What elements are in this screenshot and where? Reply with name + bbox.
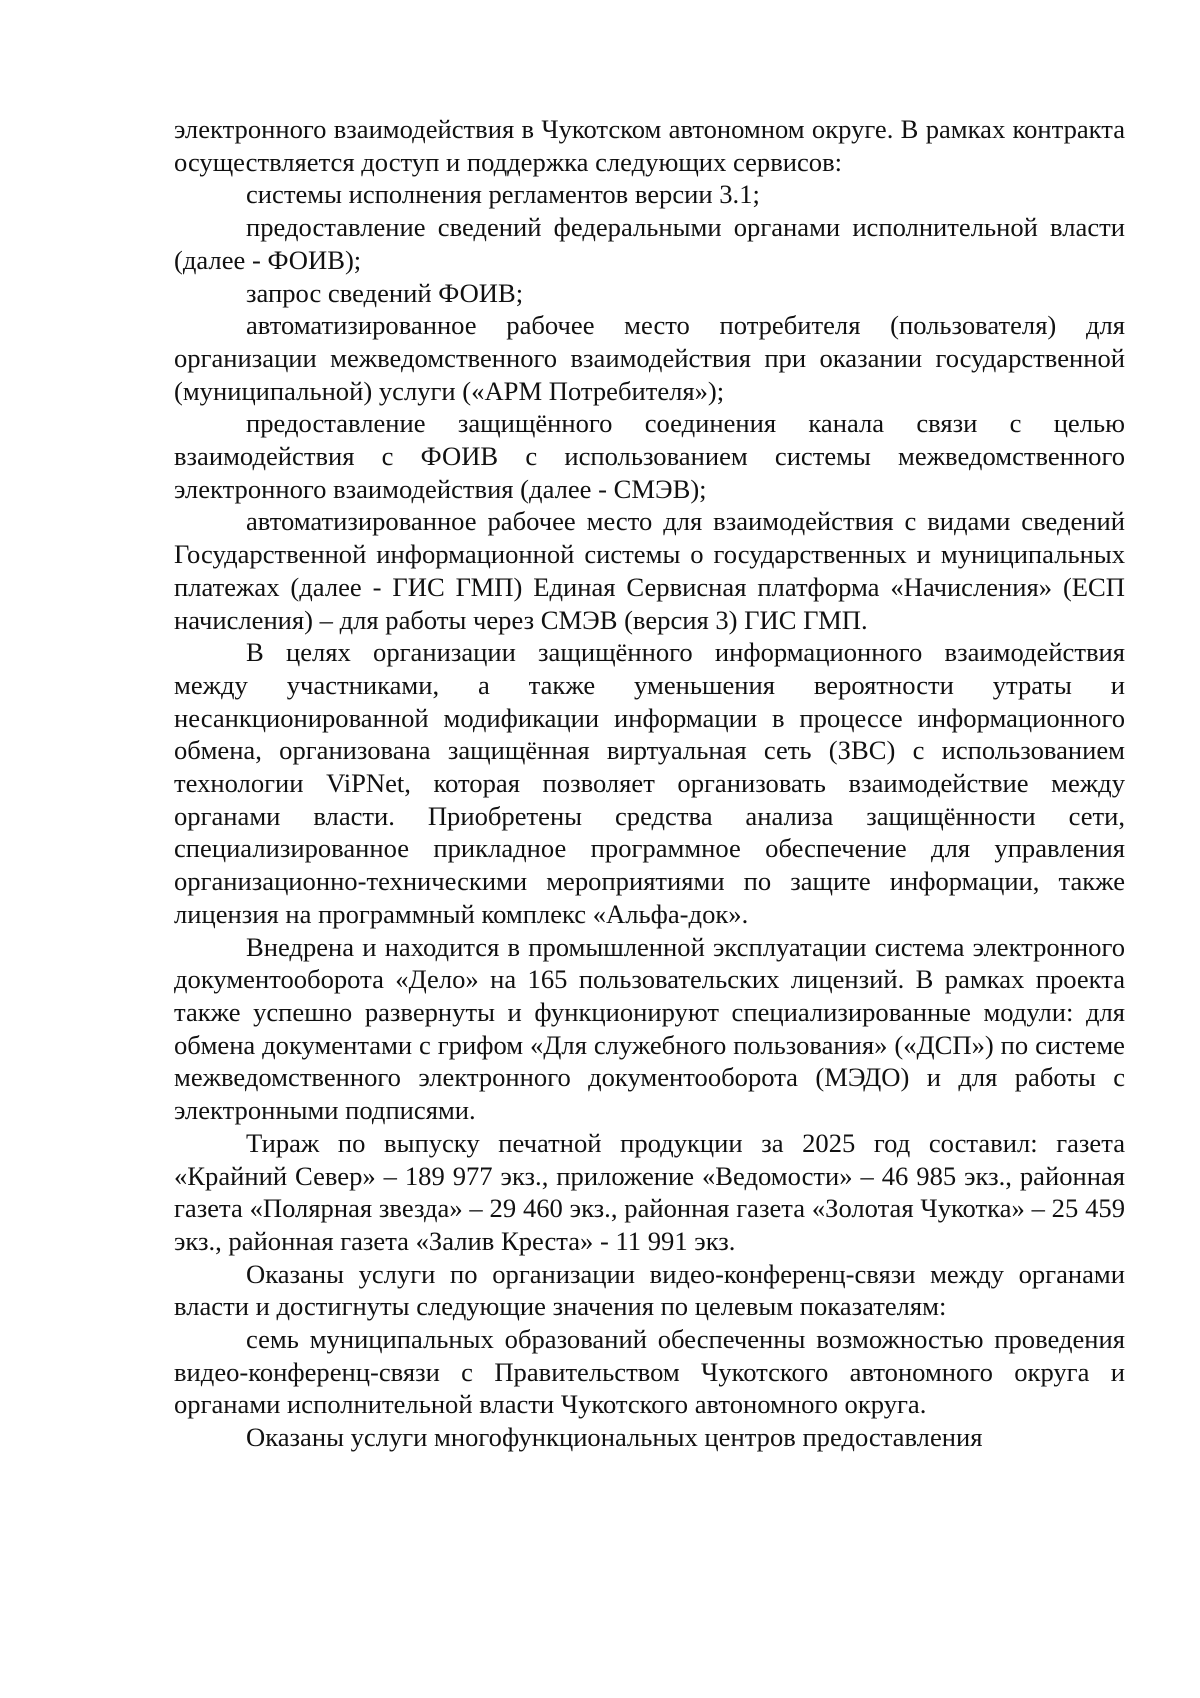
list-item-municipalities: семь муниципальных образований обеспеченны возможностью проведения видео-конференц-связи с Правительством Чукотского автономного округа и органами исполнительной власти Чукотского автономного округа. [174, 1324, 1125, 1420]
list-item-foiv-info-request: запрос сведений ФОИВ; [246, 277, 524, 308]
paragraph-document-management: Внедрена и находится в промышленной эксплуатации система электронного документооборота «Дело» на 165 пользовательских лицензий. В рамках проекта также успешно развернуты и функционируют специализированные модули: для обмена документами с грифом «Для служебного пользования» («ДСП») по системе межведомственного электронного документооборота (МЭДО) и для работы с электронными подписями. [174, 931, 1125, 1126]
document-body [174, 113, 1125, 1454]
paragraph-secure-network: В целях организации защищённого информационного взаимодействия между участниками, а также уменьшения вероятности утраты и несанкционированной модификации информации в процессе информационного обмена, организована защищённая виртуальная сеть (ЗВС) с использованием технологии ViPNet, которая позволяет организовать взаимодействие между органами власти. Приобретены средства анализа защищённости сети, специализированное прикладное программное обеспечение для управления организационно-техническими мероприятиями по защите информации, также лицензия на программный комплекс «Альфа-док». [174, 637, 1125, 929]
paragraph-continuation-contract: электронного взаимодействия в Чукотском автономном округе. В рамках контракта осуществляется доступ и поддержка следующих сервисов: [174, 114, 1125, 177]
list-item-regulations-system: системы исполнения регламентов версии 3.1; [246, 179, 760, 210]
paragraph-video-conference: Оказаны услуги по организации видео-конференц-связи между органами власти и достигнуты следующие значения по целевым показателям: [174, 1258, 1125, 1322]
list-item-foiv-info-provision: предоставление сведений федеральными органами исполнительной власти (далее - ФОИВ); [174, 212, 1125, 275]
list-item-gis-gmp-workstation: автоматизированное рабочее место для взаимодействия с видами сведений Государственной информационной системы о государственных и муниципальных платежах (далее - ГИС ГМП) Единая Сервисная платформа «Начисления» (ЕСП начисления) – для работы через СМЭВ (версия 3) ГИС ГМП. [174, 506, 1125, 635]
paragraph-print-circulation: Тираж по выпуску печатной продукции за 2025 год составил: газета «Крайний Север» – 189 977 экз., приложение «Ведомости» – 46 985 экз., районная газета «Полярная звезда» – 29 460 экз., районная газета «Золотая Чукотка» – 25 459 экз., районная газета «Залив Креста» - 11 991 экз. [174, 1127, 1125, 1256]
list-item-consumer-workstation: автоматизированное рабочее место потребителя (пользователя) для организации межведомственного взаимодействия при оказании государственной (муниципальной) услуги («АРМ Потребителя»); [174, 310, 1125, 406]
list-item-secure-channel: предоставление защищённого соединения канала связи с целью взаимодействия с ФОИВ с использованием системы межведомственного электронного взаимодействия (далее - СМЭВ); [174, 408, 1125, 504]
paragraph-mfc-services: Оказаны услуги многофункциональных центров предоставления [246, 1422, 983, 1453]
